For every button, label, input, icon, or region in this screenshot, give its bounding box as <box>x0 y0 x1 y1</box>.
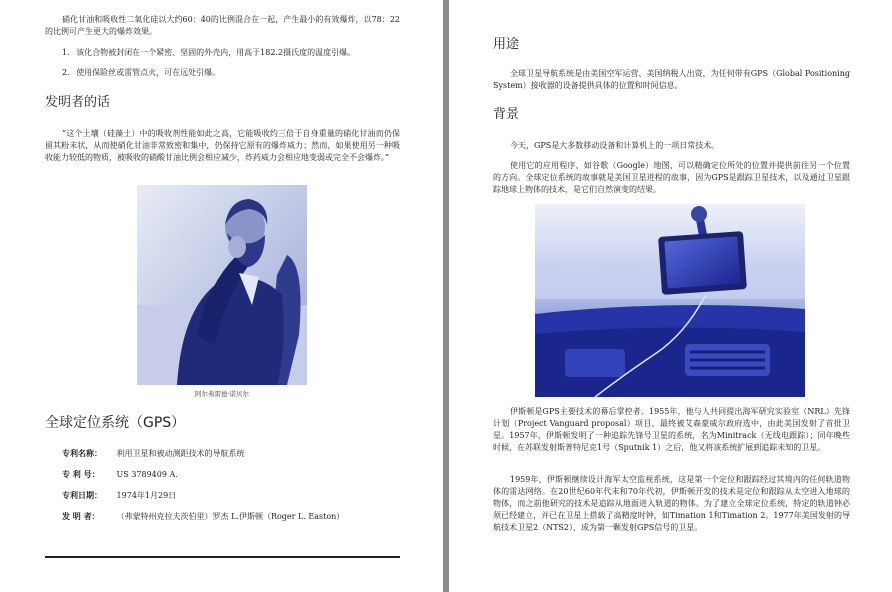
intro-paragraph: 硝化甘油和吸收性二氧化硅以大约60：40的比例混合在一起，产生最小的有效爆炸，以78：22的比例可产生更大的爆炸效果。 <box>45 15 400 36</box>
right-page <box>449 0 892 592</box>
list-item <box>62 47 402 59</box>
patent-number-row <box>62 468 178 481</box>
background-paragraph-2: 使用它的应用程序，如谷歌（Google）地图，可以精确定位所处的位置并提供前往另一个位置的方向。全球定位系统的故事就是美国卫星进程的故事，因为GPS是跟踪卫星技术，以及通过卫星跟踪地球上物体的技术，是它们自然演变的结果。 <box>493 161 850 194</box>
portrait-caption: 阿尔弗雷德·诺贝尔 <box>194 390 250 398</box>
list-number: 1. <box>62 48 70 57</box>
easton-paragraph-1: 伊斯顿是GPS主要技术的幕后掌控者。1955年，他与人共同提出海军研究实验室（NRL）先锋计划（Project Vanguard proposal）项目，最终被艾森豪威尔政府选中，由此美国发射了首批卫星。1957年，伊斯顿发明了一种追踪先锋号卫星的系统，名为Minitrack（无线电跟踪）；同年晚些时候，在苏联发射斯普特尼克1号（Sputnik 1）之后，他又将该系统扩展到追踪未知的卫星。 <box>493 407 850 452</box>
patent-inventor-row <box>62 510 344 523</box>
patent-number-key: 专 利 号： <box>62 469 100 479</box>
patent-date-value: 1974年1月29日 <box>116 491 177 500</box>
patent-inventor-value: （弗蒙特州克拉夫茨伯里）罗杰 L.伊斯顿（Roger L. Easton） <box>116 512 345 521</box>
gps-device-photo <box>535 204 805 397</box>
list-text: 使用保险丝或雷管点火，可在远处引爆。 <box>76 68 221 77</box>
patent-date-row <box>62 489 176 502</box>
patent-title-key: 专利名称： <box>62 448 102 458</box>
inventor-heading: 发明者的话 <box>45 95 111 110</box>
patent-inventor-key: 发 明 者： <box>62 511 100 521</box>
list-number: 2. <box>62 68 70 77</box>
list-text: 该化合物被封闭在一个紧密、坚固的外壳内，用高于182.2摄氏度的温度引爆。 <box>76 48 356 57</box>
left-page <box>0 0 443 592</box>
gps-heading: 全球定位系统（GPS） <box>45 415 186 431</box>
background-paragraph-1: 今天，GPS是大多数移动设备和计算机上的一项日常技术。 <box>510 141 720 150</box>
portrait-photo <box>137 185 307 385</box>
patent-number-value: US 3789409 A. <box>116 470 178 479</box>
use-paragraph: 全球卫星导航系统是由美国空军运营、美国纳税人出资，为任何带有GPS（Global Positioning System）接收器的设备提供具体的位置和时间信息。 <box>493 69 850 90</box>
list-item <box>62 67 402 79</box>
patent-date-key: 专利日期： <box>62 490 102 500</box>
patent-title-row <box>62 447 245 460</box>
use-heading: 用途 <box>493 37 520 52</box>
background-heading: 背景 <box>493 107 520 122</box>
bottom-rule <box>45 556 400 558</box>
inventor-quote: “这个土壤（硅藻土）中的吸收剂性能如此之高，它能吸收约三倍于自身重量的硝化甘油而仍保留其粉末状，从而使硝化甘油非常致密和集中，仍保持它原有的爆炸威力；然而，如果使用另一种吸收能力较低的物质，被吸收的硝酸甘油比例会相应减少，炸药威力会相应地变弱或完全不会爆炸。” <box>45 129 400 162</box>
patent-title-value: 利用卫星和被动测距技术的导航系统 <box>116 449 245 458</box>
easton-paragraph-2: 1959年，伊斯顿继续设计海军太空监视系统，这是第一个定位和跟踪经过其境内的任何轨道物体的雷达网络。在20世纪60年代末和70年代初，伊斯顿开发的技术是定位和跟踪从太空进入地球的物体，而之前他研究的技术是追踪从地面进入轨道的物体。为了建立全球定位系统，特定的轨道钟必须已经建立，并已在卫星上搭载了高精度时钟，如Timation 1和Timation 2。1977年美国发射的导航技术卫星2（NTS2），成为第一颗发射GPS信号的卫星。 <box>493 475 850 532</box>
